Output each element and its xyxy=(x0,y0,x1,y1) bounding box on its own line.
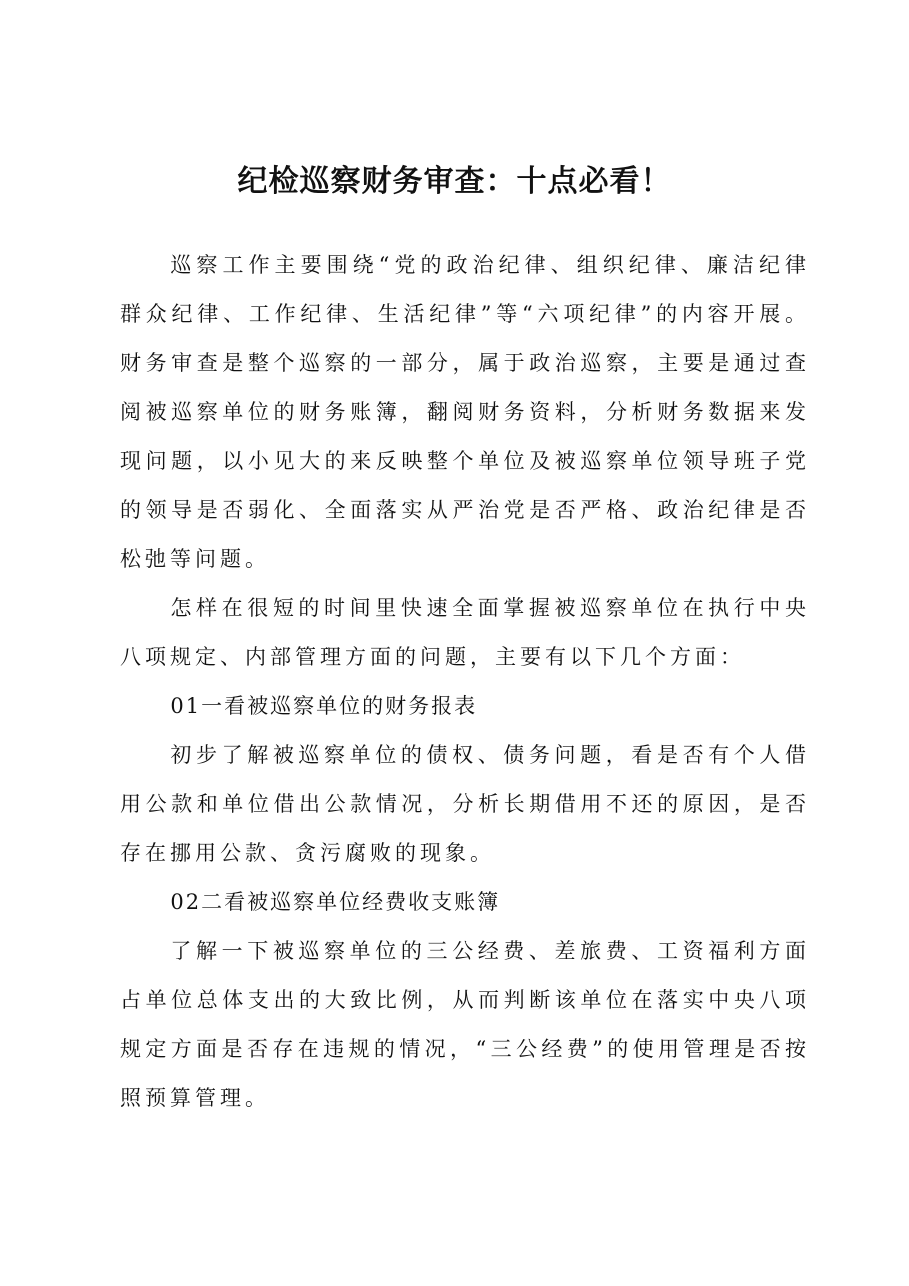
section-heading-01: 01一看被巡察单位的财务报表 xyxy=(170,694,478,718)
intro-paragraph: 巡察工作主要围绕“党的政治纪律、组织纪律、廉洁纪律群众纪律、工作纪律、生活纪律”等“六项纪律”的内容开展。财务审查是整个巡察的一部分，属于政治巡察，主要是通过查阅被巡察单位的财务账簿，翻阅财务资料，分析财务数据来发现问题，以小见大的来反映整个单位及被巡察单位领导班子党的领导是否弱化、全面落实从严治党是否严格、政治纪律是否松弛等问题。 xyxy=(120,253,810,571)
section-heading-02: 02二看被巡察单位经费收支账簿 xyxy=(170,890,501,914)
section-body-02: 了解一下被巡察单位的三公经费、差旅费、工资福利方面占单位总体支出的大致比例，从而判断该单位在落实中央八项规定方面是否存在违规的情况，“三公经费”的使用管理是否按照预算管理。 xyxy=(120,939,810,1110)
document-title: 纪检巡察财务审查：十点必看！ xyxy=(237,164,672,199)
overview-paragraph: 怎样在很短的时间里快速全面掌握被巡察单位在执行中央八项规定、内部管理方面的问题，主要有以下几个方面： xyxy=(120,596,810,669)
section-body-01: 初步了解被巡察单位的债权、债务问题，看是否有个人借用公款和单位借出公款情况，分析长期借用不还的原因，是否存在挪用公款、贪污腐败的现象。 xyxy=(120,743,810,865)
document-body xyxy=(120,241,810,1123)
